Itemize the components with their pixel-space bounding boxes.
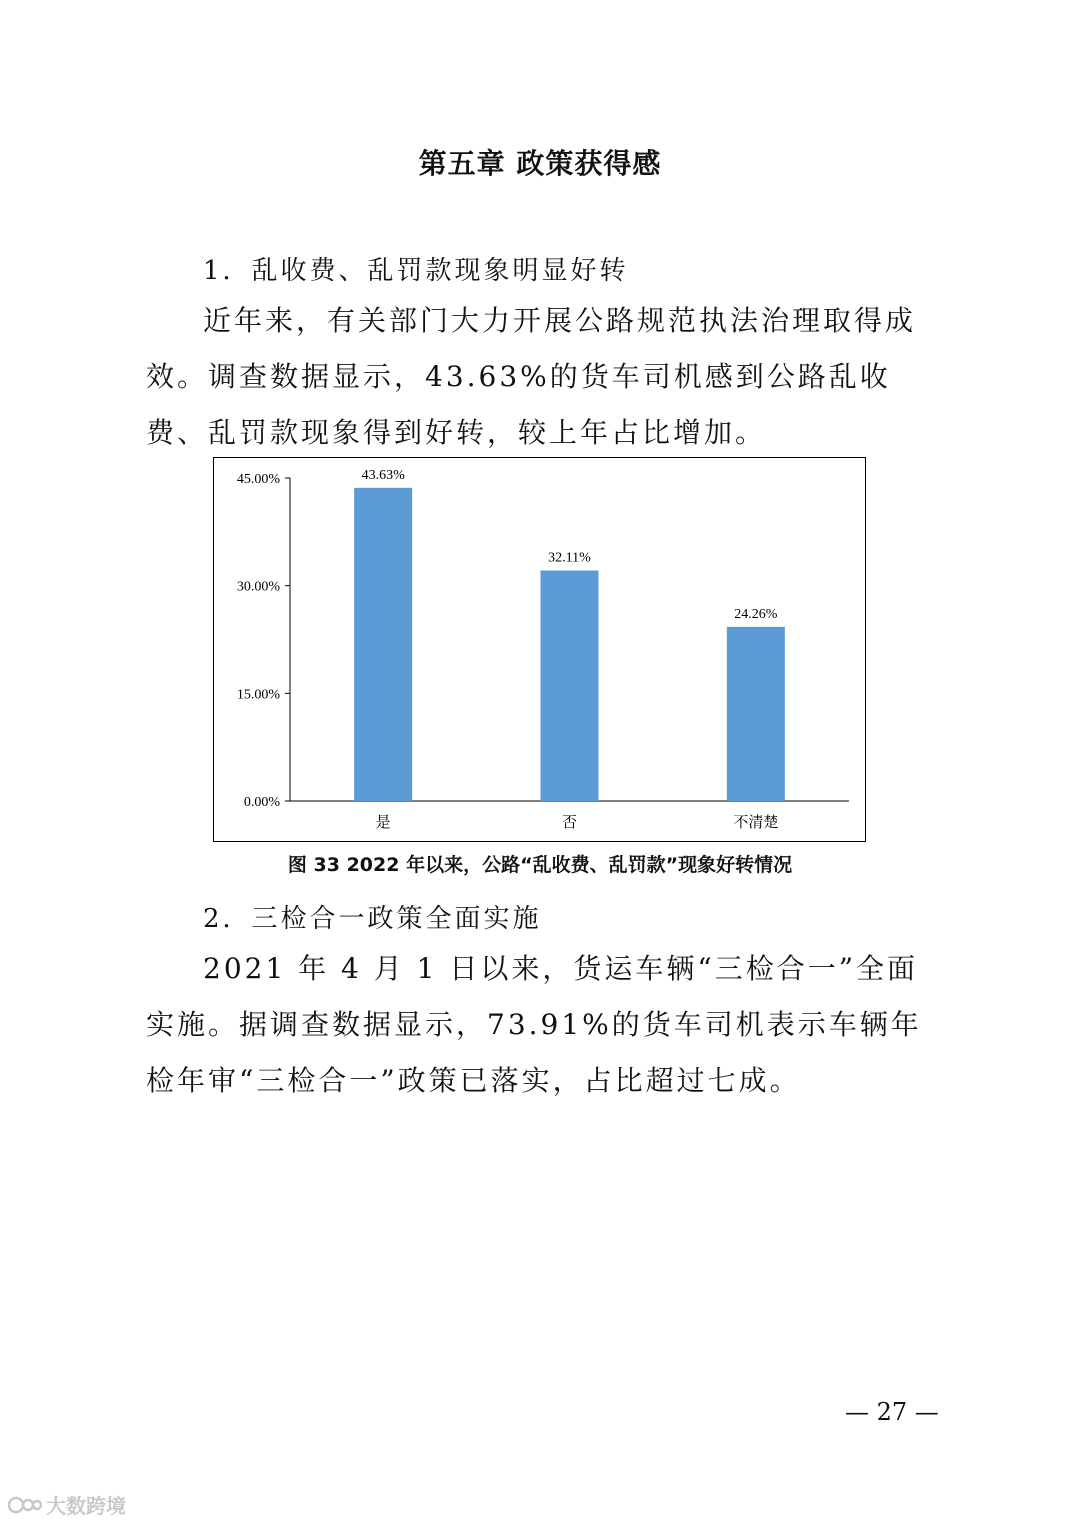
watermark-text: 大数跨境: [46, 1494, 126, 1518]
chapter-title: 第五章 政策获得感: [418, 147, 662, 180]
bar-value-label: 43.63%: [361, 467, 405, 483]
bar-value-label: 24.26%: [734, 606, 778, 622]
y-tick-label: 30.00%: [236, 579, 280, 595]
x-category-label: 否: [561, 815, 578, 831]
y-tick-label: 45.00%: [236, 472, 280, 487]
x-category-label: 是: [375, 815, 391, 831]
x-category-label: 不清楚: [733, 815, 779, 831]
bar: [727, 627, 785, 801]
section-heading-2: 2．三检合一政策全面实施: [203, 904, 542, 934]
section-paragraph-2: 2021 年 4 月 1 日以来，货运车辆“三检合一”全面实施。据调查数据显示，73.91%的货车司机表示车辆年检年审“三检合一”政策已落实，占比超过七成。: [146, 952, 922, 1097]
bar-chart: [213, 457, 866, 842]
y-tick-label: 15.00%: [236, 687, 280, 703]
section-paragraph-1: 近年来，有关部门大力开展公路规范执法治理取得成效。调查数据显示，43.63%的货车司机感到公路乱收费、乱罚款现象得到好转，较上年占比增加。: [146, 304, 917, 449]
bar: [354, 488, 412, 801]
watermark: [8, 1490, 126, 1519]
bar: [541, 571, 599, 801]
figure-caption: 图 33 2022 年以来，公路“乱收费、乱罚款”现象好转情况: [287, 854, 793, 876]
page-number: — 27 —: [845, 1398, 939, 1426]
bar-value-label: 32.11%: [548, 550, 591, 566]
section-heading-1: 1．乱收费、乱罚款现象明显好转: [203, 256, 629, 286]
logo-icon: [8, 1494, 42, 1516]
y-tick-label: 0.00%: [243, 795, 280, 810]
bar-chart-svg: [214, 458, 867, 843]
